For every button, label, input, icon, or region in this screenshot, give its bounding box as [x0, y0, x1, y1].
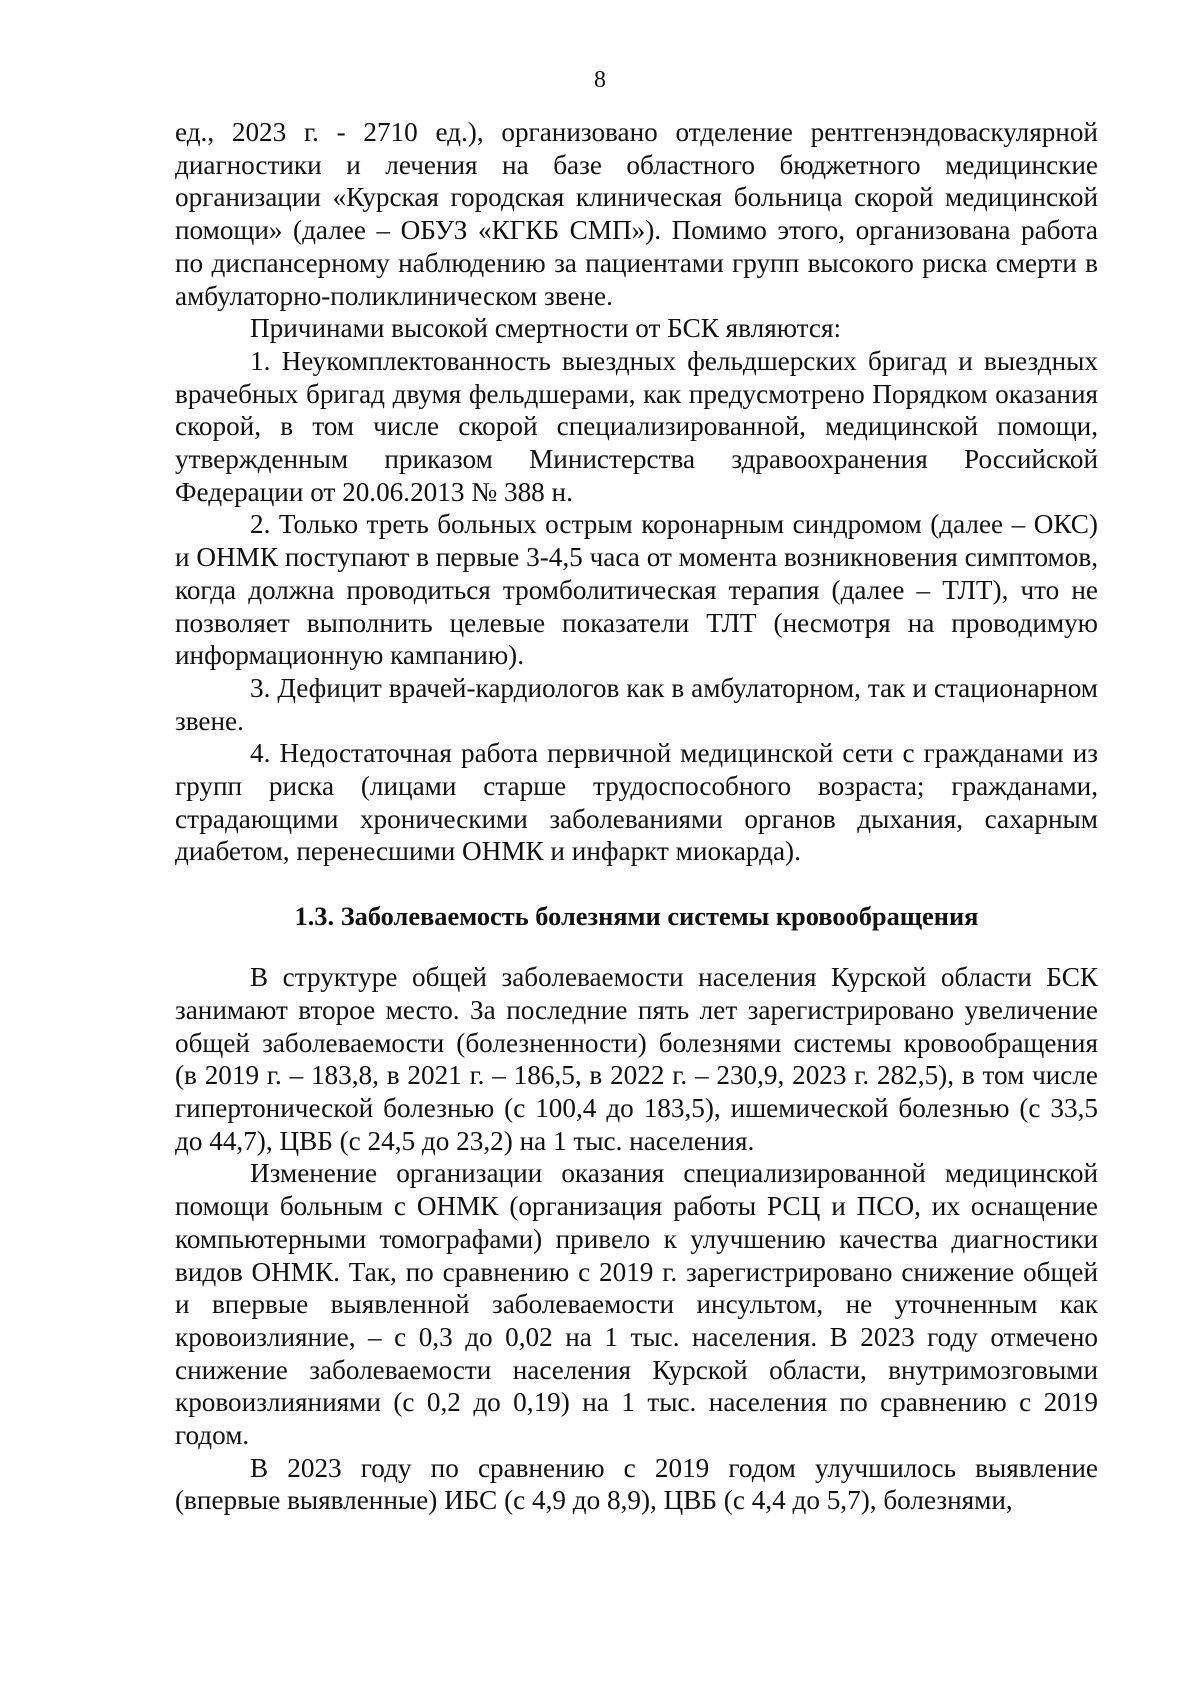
paragraph-detection-2023: В 2023 году по сравнению с 2019 годом улучшилось выявление (впервые выявленные) ИБС (с 4,9 до 8,9), ЦВБ (с 4,4 до 5,7), болезнями, [175, 1452, 1098, 1516]
list-item-3: 3. Дефицит врачей-кардиологов как в амбулаторном, так и стационарном звене. [175, 672, 1098, 736]
list-item-4: 4. Недостаточная работа первичной медицинской сети с гражданами из групп риска (лицами старше трудоспособного возраста; гражданами, страдающими хроническими заболеваниями органов дыхания, сахарным диабетом, перенесшими ОНМК и инфаркт миокарда). [175, 738, 1098, 867]
paragraph-morbidity-structure: В структуре общей заболеваемости населения Курской области БСК занимают второе место. За последние пять лет зарегистрировано увеличение общей заболеваемости (болезненности) болезнями системы кровообращения (в 2019 г. – 183,8, в 2021 г. – 186,5, в 2022 г. – 230,9, 2023 г. 282,5), в том числе гипертонической болезнью (с 100,4 до 183,5), ишемической болезнью (с 33,5 до 44,7), ЦВБ (с 24,5 до 23,2) на 1 тыс. населения. [175, 962, 1098, 1156]
section-heading: 1.3. Заболеваемость болезнями системы кровообращения [294, 901, 979, 932]
page-number: 8 [594, 67, 606, 93]
paragraph-causes-intro: Причинами высокой смертности от БСК являются: [250, 313, 842, 344]
document-body [175, 116, 1098, 1517]
paragraph-onmk-organization: Изменение организации оказания специализированной медицинской помощи больным с ОНМК (организация работы РСЦ и ПСО, их оснащение компьютерными томографами) привело к улучшению качества диагностики видов ОНМК. Так, по сравнению с 2019 г. зарегистрировано снижение общей и впервые выявленной заболеваемости инсультом, не уточненным как кровоизлияние, – с 0,3 до 0,02 на 1 тыс. населения. В 2023 году отмечено снижение заболеваемости населения Курской области, внутримозговыми кровоизлияниями (с 0,2 до 0,19) на 1 тыс. населения по сравнению с 2019 годом. [175, 1158, 1098, 1451]
list-item-1: 1. Неукомплектованность выездных фельдшерских бригад и выездных врачебных бригад двумя фельдшерами, как предусмотрено Порядком оказания скорой, в том числе скорой специализированной, медицинской помощи, утвержденным приказом Министерства здравоохранения Российской Федерации от 20.06.2013 № 388 н. [175, 345, 1098, 507]
paragraph-continuation: ед., 2023 г. - 2710 ед.), организовано отделение рентгенэндоваскулярной диагностики и лечения на базе областного бюджетного медицинские организации «Курская городская клиническая больница скорой медицинской помощи» (далее – ОБУЗ «КГКБ СМП»). Помимо этого, организована работа по диспансерному наблюдению за пациентами групп высокого риска смерти в амбулаторно-поликлиническом звене. [175, 117, 1098, 311]
list-item-2: 2. Только треть больных острым коронарным синдромом (далее – ОКС) и ОНМК поступают в первые 3-4,5 часа от момента возникновения симптомов, когда должна проводиться тромболитическая терапия (далее – ТЛТ), что не позволяет выполнить целевые показатели ТЛТ (несмотря на проводимую информационную кампанию). [175, 509, 1098, 671]
